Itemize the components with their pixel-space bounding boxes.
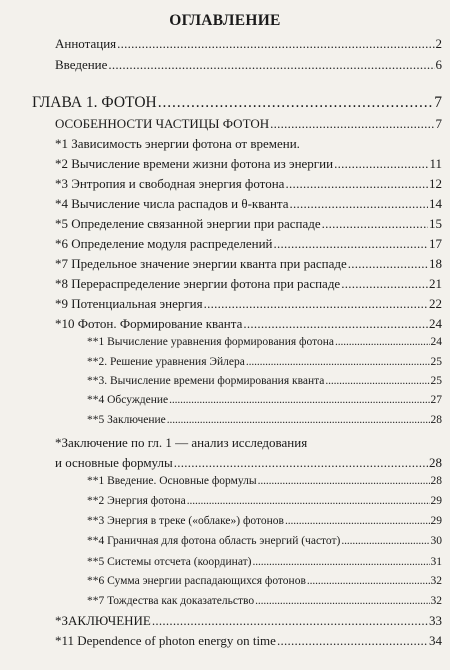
toc-entry xyxy=(55,634,442,647)
toc-entry-label: **3. Вычисление времени формирования кванта xyxy=(87,375,325,387)
toc-entry-label: ОСОБЕННОСТИ ЧАСТИЦЫ ФОТОН xyxy=(55,116,270,131)
dot-leader xyxy=(277,634,428,647)
toc-page-number: 7 xyxy=(434,94,442,111)
toc-page-number: 30 xyxy=(430,535,442,547)
toc-page-number: 17 xyxy=(429,236,442,251)
toc-entry xyxy=(87,576,442,588)
toc-page-number: 22 xyxy=(429,296,442,311)
toc-entry-label: *9 Потенциальная энергия xyxy=(55,296,203,311)
toc-entry xyxy=(55,58,442,71)
toc-entry xyxy=(55,37,442,50)
toc-page-number: 32 xyxy=(430,595,442,607)
toc-page-number: 2 xyxy=(435,36,442,51)
dot-leader xyxy=(270,117,434,130)
toc-entry-label: **5 Системы отсчета (координат) xyxy=(87,556,252,568)
dot-leader xyxy=(246,357,430,369)
toc-entry-label: *2 Вычисление времени жизни фотона из энергии xyxy=(55,156,334,171)
dot-leader xyxy=(187,496,430,508)
dot-leader xyxy=(341,536,429,548)
toc-entry xyxy=(55,237,442,250)
toc-entry-label: *ЗАКЛЮЧЕНИЕ xyxy=(55,613,151,628)
toc-entry xyxy=(55,257,442,270)
toc-entry-text: *1 Зависимость энергии фотона от времени. xyxy=(55,136,300,151)
dot-leader xyxy=(152,614,428,627)
dot-leader xyxy=(290,197,428,210)
toc-page-number: 24 xyxy=(429,316,442,331)
dot-leader xyxy=(258,476,430,488)
dot-leader xyxy=(255,596,429,608)
toc-page-number: 29 xyxy=(430,495,442,507)
toc-entry-label: **5 Заключение xyxy=(87,414,166,426)
toc-entry-label: **3 Энергия в треке («облаке») фотонов xyxy=(87,515,284,527)
toc-entry xyxy=(55,317,442,330)
toc-entry xyxy=(87,516,442,528)
toc-entry-label: *4 Вычисление числа распадов и θ-кванта xyxy=(55,196,289,211)
dot-leader xyxy=(348,257,428,270)
toc-page-number: 31 xyxy=(430,556,442,568)
toc-entry xyxy=(87,357,442,369)
toc-page-number: 25 xyxy=(430,356,442,368)
toc-entry xyxy=(87,596,442,608)
dot-leader xyxy=(108,58,434,71)
toc-entry xyxy=(32,95,442,111)
dot-leader xyxy=(325,376,429,388)
toc-page-number: 32 xyxy=(430,575,442,587)
toc-entry-label: *5 Определение связанной энергии при распаде xyxy=(55,216,321,231)
toc-entry-label: *7 Предельное значение энергии кванта при распаде xyxy=(55,256,347,271)
toc-page-number: 18 xyxy=(429,256,442,271)
toc-entry-label: *8 Перераспределение энергии фотона при распаде xyxy=(55,276,341,291)
toc-entry xyxy=(87,395,442,407)
dot-leader xyxy=(117,37,434,50)
toc-entry xyxy=(55,177,442,190)
dot-leader xyxy=(158,95,434,111)
dot-leader xyxy=(253,557,430,569)
toc-page-number: 25 xyxy=(430,375,442,387)
toc-entry xyxy=(55,614,442,627)
toc-entry-label: **2 Энергия фотона xyxy=(87,495,186,507)
toc-entry-label: и основные формулы xyxy=(55,455,173,470)
dot-leader xyxy=(334,157,428,170)
toc-entry xyxy=(55,157,442,170)
toc-page-number: 29 xyxy=(430,515,442,527)
toc-entry xyxy=(55,277,442,290)
toc-entry-label: ГЛАВА 1. ФОТОН xyxy=(32,94,157,111)
toc-entry-label: **4 Обсуждение xyxy=(87,394,169,406)
toc-page-number: 21 xyxy=(429,276,442,291)
dot-leader xyxy=(322,217,428,230)
toc-entry xyxy=(87,476,442,488)
dot-leader xyxy=(167,415,430,427)
toc-page-number: 12 xyxy=(429,176,442,191)
toc-entry xyxy=(55,456,442,469)
toc-entry-label: **1 Вычисление уравнения формирования фотона xyxy=(87,336,334,348)
toc-page-number: 28 xyxy=(429,455,442,470)
toc-page-number: 34 xyxy=(429,633,442,648)
toc-page-number: 27 xyxy=(430,394,442,406)
toc-entry xyxy=(55,297,442,310)
toc-entry-label: *6 Определение модуля распределений xyxy=(55,236,273,251)
toc-page-number: 7 xyxy=(435,116,442,131)
toc-entry-label: **6 Сумма энергии распадающихся фотонов xyxy=(87,575,306,587)
toc-page-number: 24 xyxy=(430,336,442,348)
toc-entry xyxy=(55,197,442,210)
toc-entry xyxy=(87,557,442,569)
dot-leader xyxy=(307,576,430,588)
dot-leader xyxy=(285,516,430,528)
toc-entry-label: *3 Энтропия и свободная энергия фотона xyxy=(55,176,285,191)
toc-entry xyxy=(55,117,442,130)
page-title: ОГЛАВЛЕНИЕ xyxy=(169,12,281,29)
dot-leader xyxy=(174,456,428,469)
toc-entry-label: Аннотация xyxy=(55,36,117,51)
toc-entry-label: *10 Фотон. Формирование кванта xyxy=(55,316,243,331)
toc-entry xyxy=(87,337,442,349)
dot-leader xyxy=(169,395,429,407)
toc-entry-text: *Заключение по гл. 1 — анализ исследования xyxy=(55,435,308,450)
dot-leader xyxy=(285,177,428,190)
toc-entry-label: **4 Граничная для фотона область энергий (частот) xyxy=(87,535,341,547)
toc-entry-label: **2. Решение уравнения Эйлера xyxy=(87,356,245,368)
toc-entry xyxy=(87,415,442,427)
toc-entry-label: Введение xyxy=(55,57,108,72)
dot-leader xyxy=(204,297,428,310)
toc-page-number: 28 xyxy=(430,414,442,426)
dot-leader xyxy=(243,317,428,330)
toc-entry-label: **7 Тождества как доказательство xyxy=(87,595,255,607)
toc-page-number: 14 xyxy=(429,196,442,211)
dot-leader xyxy=(274,237,429,250)
toc-entry xyxy=(87,496,442,508)
toc-entry xyxy=(55,217,442,230)
toc-entry xyxy=(87,536,442,548)
toc-entry-label: **1 Введение. Основные формулы xyxy=(87,475,257,487)
toc-page-number: 28 xyxy=(430,475,442,487)
dot-leader xyxy=(335,337,430,349)
toc-page-number: 33 xyxy=(429,613,442,628)
toc-page-number: 6 xyxy=(435,57,442,72)
toc-page-number: 11 xyxy=(429,156,442,171)
dot-leader xyxy=(341,277,428,290)
toc-page-number: 15 xyxy=(429,216,442,231)
toc-entry xyxy=(87,376,442,388)
toc-entry-label: *11 Dependence of photon energy on time xyxy=(55,633,276,648)
